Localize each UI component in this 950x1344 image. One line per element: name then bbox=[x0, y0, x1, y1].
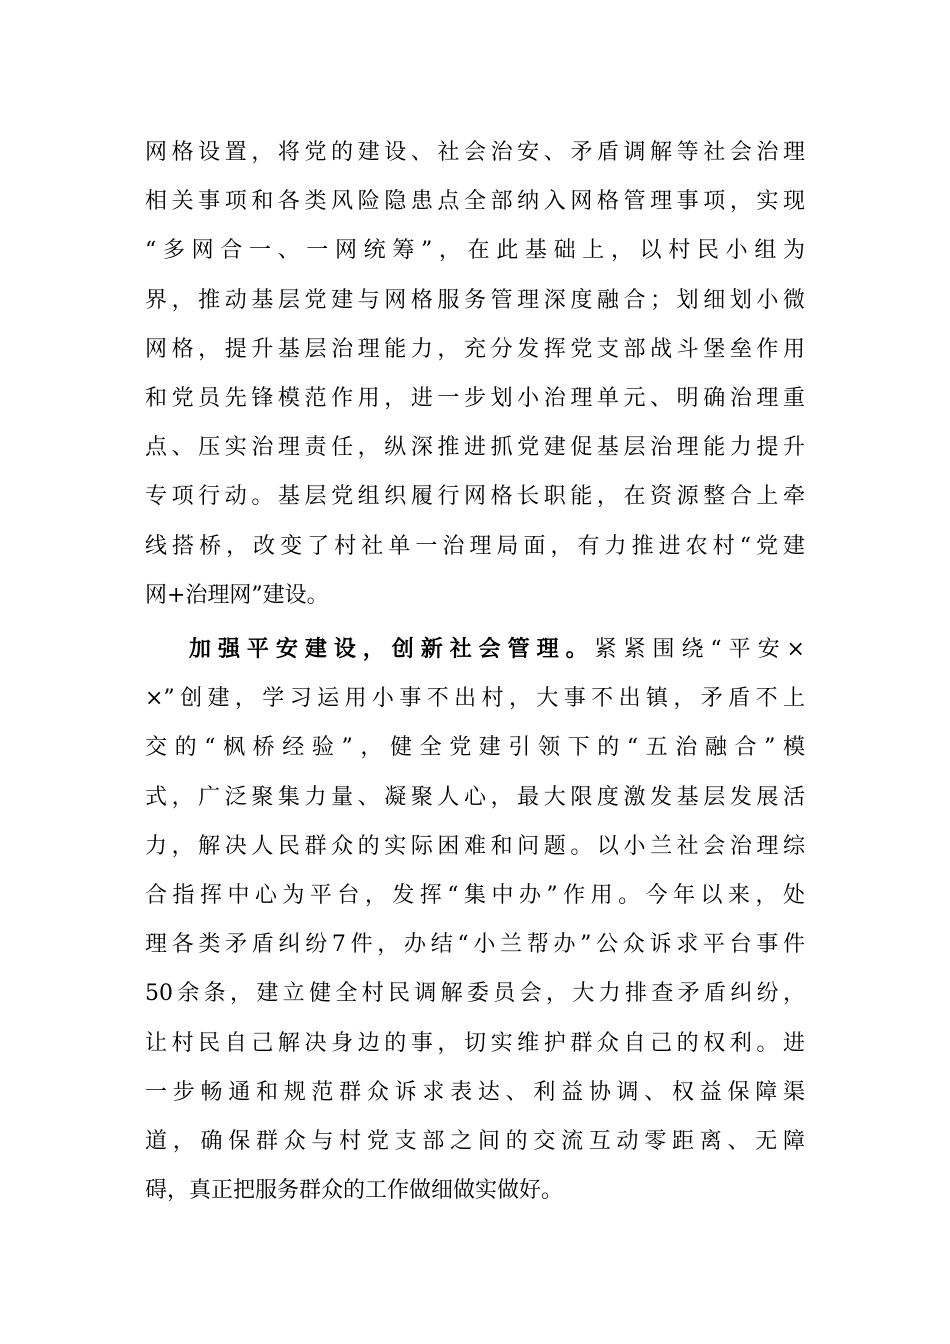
paragraph-grid-governance bbox=[145, 128, 805, 620]
text-line: 专项行动。基层党组织履行网格长职能，在资源整合上牵 bbox=[145, 484, 805, 510]
text-line: ×”创建，学习运用小事不出村，大事不出镇，矛盾不上 bbox=[145, 686, 805, 712]
paragraph-safety-construction bbox=[145, 625, 805, 1215]
text-line: 点、压实治理责任，纵深推进抓党建促基层治理能力提升 bbox=[145, 435, 805, 461]
text-line: 交的“枫桥经验”，健全党建引领下的“五治融合”模 bbox=[145, 735, 805, 761]
text-line: 碍，真正把服务群众的工作做细做实做好。 bbox=[145, 1178, 564, 1204]
text-line: 线搭桥，改变了村社单一治理局面，有力推进农村“党建 bbox=[145, 533, 805, 559]
text-run: 紧紧围绕“平安× bbox=[594, 637, 805, 662]
text-line: 理各类矛盾纠纷7件，办结“小兰帮办”公众诉求平台事件 bbox=[145, 932, 805, 958]
paragraph-first-line bbox=[145, 625, 805, 674]
paragraph-heading: 加强平安建设，创新社会管理。 bbox=[189, 636, 595, 662]
text-line: 网格，提升基层治理能力，充分发挥党支部战斗堡垒作用 bbox=[145, 336, 805, 362]
text-line: 道，确保群众与村党支部之间的交流互动零距离、无障 bbox=[145, 1128, 805, 1154]
text-line: 和党员先锋模范作用，进一步划小治理单元、明确治理重 bbox=[145, 385, 805, 411]
text-line: 力，解决人民群众的实际困难和问题。以小兰社会治理综 bbox=[145, 833, 805, 859]
text-line: 相关事项和各类风险隐患点全部纳入网格管理事项，实现 bbox=[145, 189, 805, 215]
text-line: 合指挥中心为平台，发挥“集中办”作用。今年以来，处 bbox=[145, 882, 805, 908]
text-line: 式，广泛聚集力量、凝聚人心，最大限度激发基层发展活 bbox=[145, 784, 805, 810]
text-line: “多网合一、一网统筹”，在此基础上，以村民小组为 bbox=[145, 238, 805, 264]
text-line: 一步畅通和规范群众诉求表达、利益协调、权益保障渠 bbox=[145, 1079, 805, 1105]
text-line: 50余条，建立健全村民调解委员会，大力排查矛盾纠纷， bbox=[145, 981, 805, 1007]
text-line: 让村民自己解决身边的事，切实维护群众自己的权利。进 bbox=[145, 1030, 805, 1056]
text-line: 网格设置，将党的建设、社会治安、矛盾调解等社会治理 bbox=[145, 140, 805, 165]
text-line: 界，推动基层党建与网格服务管理深度融合；划细划小微 bbox=[145, 287, 805, 313]
text-line: 网+治理网”建设。 bbox=[145, 582, 329, 608]
